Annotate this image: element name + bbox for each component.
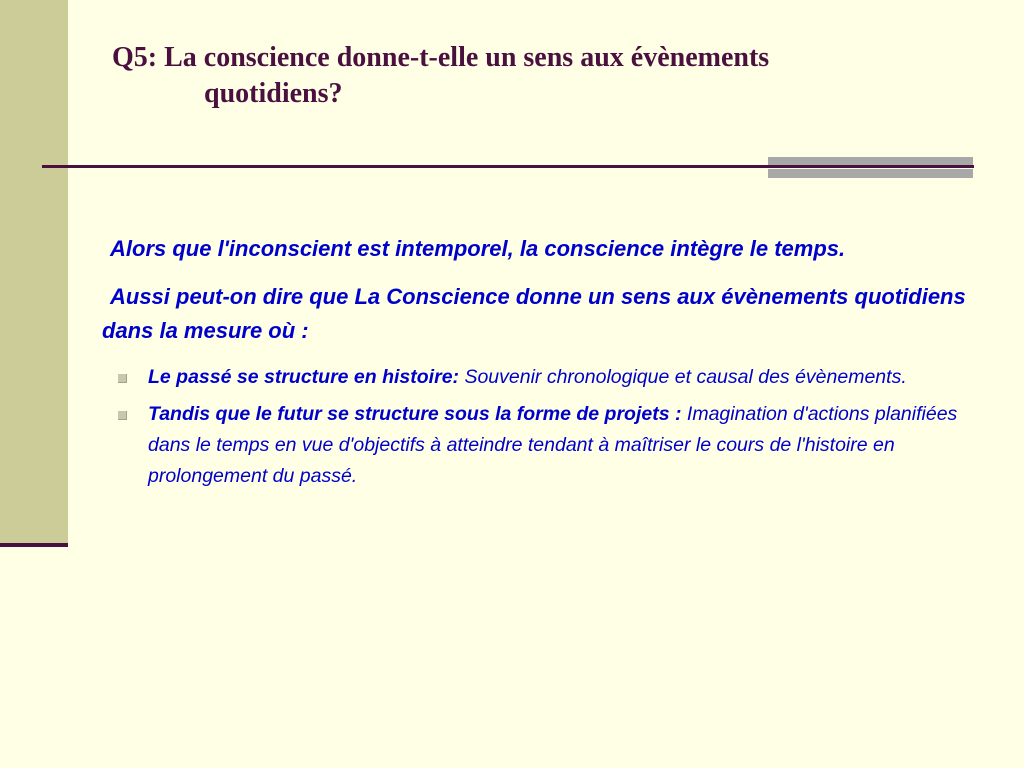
bullet-heading: Tandis que le futur se structure sous la forme de projets : [148,403,682,425]
list-item [102,362,972,393]
square-bullet-icon [118,411,127,420]
slide-title [112,40,992,112]
left-stripe-rule [0,543,68,547]
left-decor-stripe [0,0,68,543]
slide-title-line1: Q5: La conscience donne-t-elle un sens aux évènements [112,42,770,73]
bullet-text: Souvenir chronologique et causal des évènements. [459,366,907,388]
list-item [102,399,972,492]
body-paragraph-1: Alors que l'inconscient est intemporel, la conscience intègre le temps. [110,236,846,261]
bullet-heading: Le passé se structure en histoire: [148,366,460,388]
bullet-text: Imagination d'actions planifiées dans le temps en vue d'objectifs à atteindre tendant à maîtriser le cours de l'histoire en prolongement du passé. [148,403,958,487]
body-paragraph-2: Aussi peut-on dire que La Conscience donne un sens aux évènements quotidiens dans la mesure où : [102,284,966,343]
header-rule-grey-top [768,157,973,165]
slide-title-line2: quotidiens? [204,78,343,109]
bullet-list [102,362,972,492]
square-bullet-icon [118,374,127,383]
header-rule-grey-bottom [768,169,973,178]
header-rule [42,165,974,168]
slide-body [102,232,972,498]
